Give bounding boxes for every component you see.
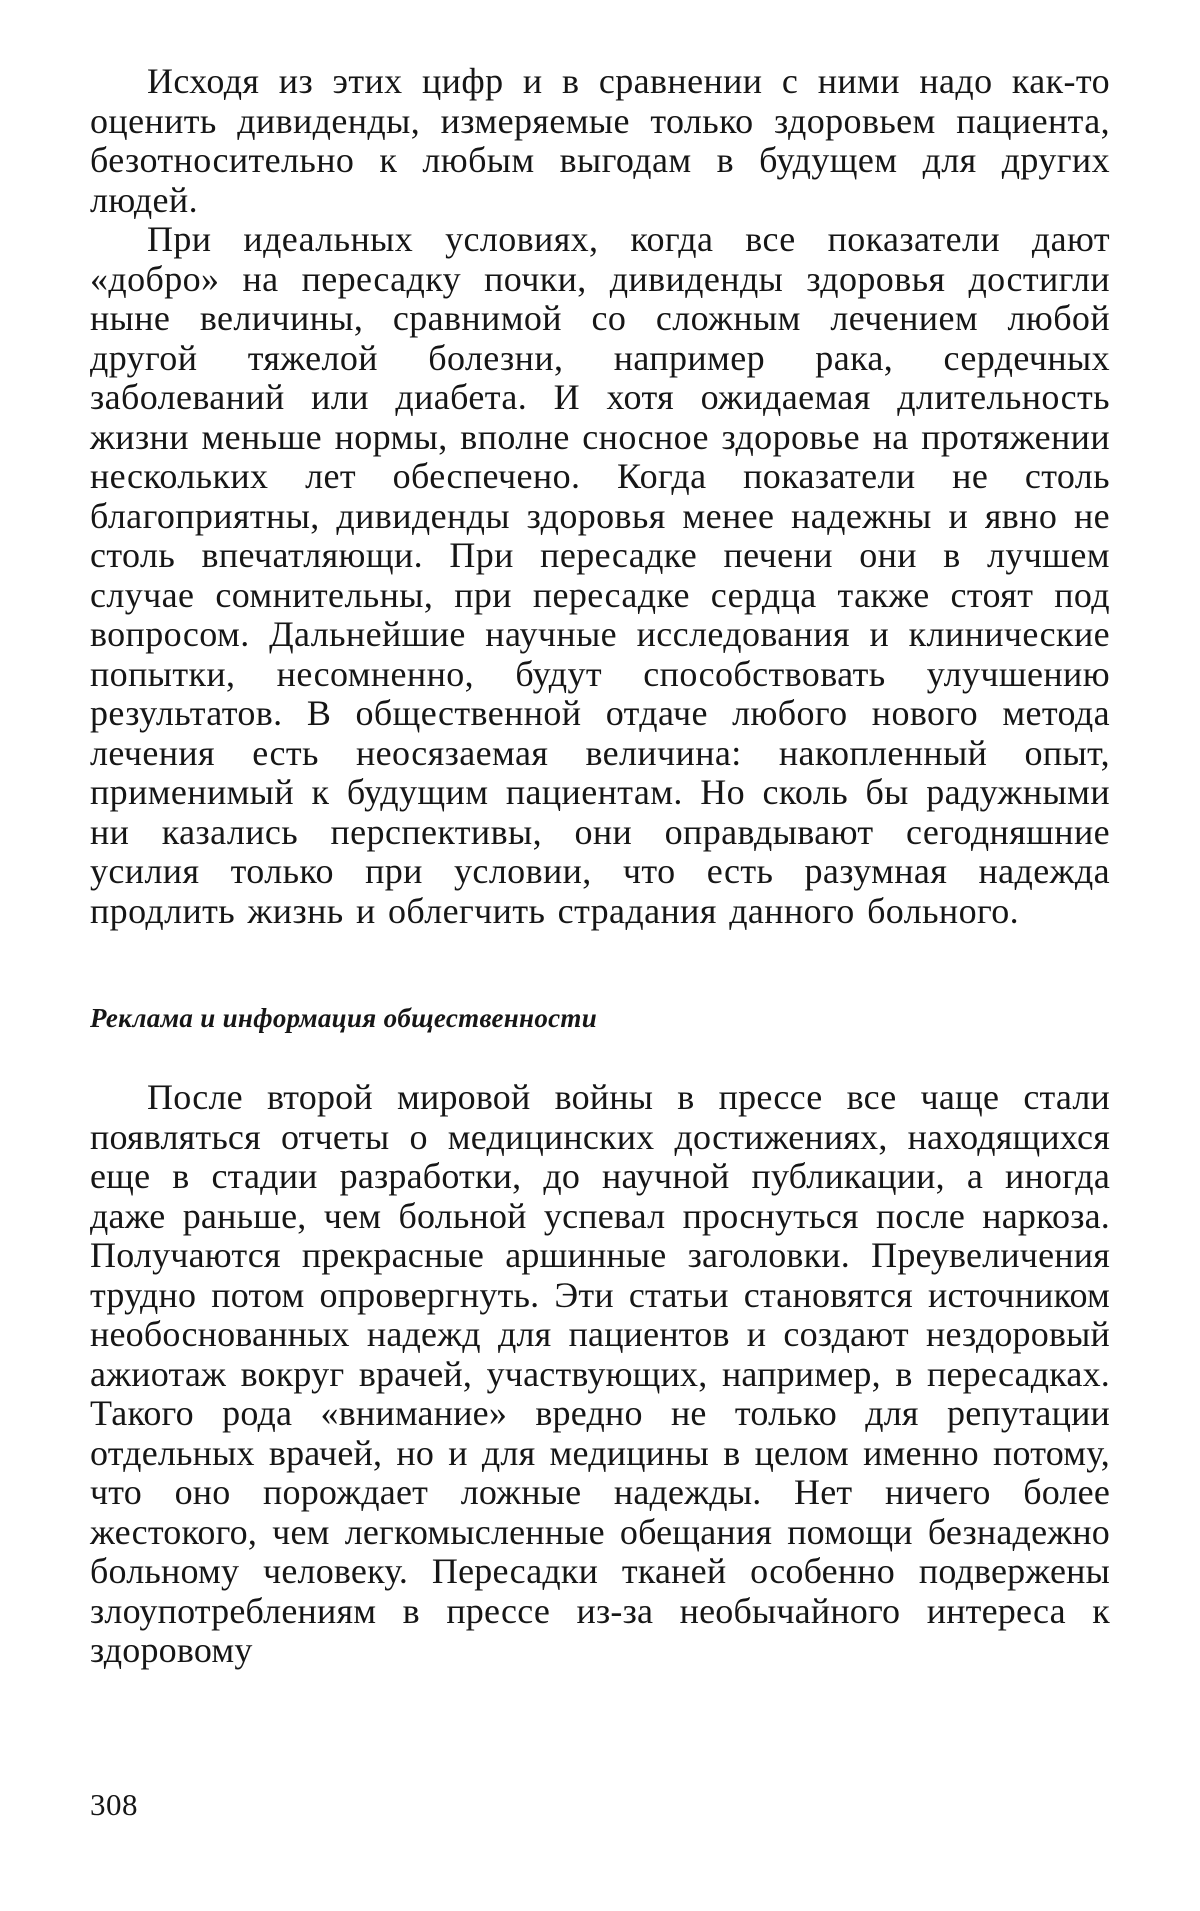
paragraph-kidney-transplant-dividends: При идеальных условиях, когда все показатели дают «добро» на пересадку почки, дивиденды здоровья достигли ныне величины, сравнимой со сложным лечением любой другой тяжелой болезни, например рака, сердечных заболеваний или диабета. И хотя ожидаемая длительность жизни меньше нормы, вполне сносное здоровье на протяжении нескольких лет обеспечено. Когда показатели не столь благоприятны, дивиденды здоровья менее надежны и явно не столь впечатляющи. При пересадке печени они в лучшем случае сомнительны, при пересадке сердца также стоят под вопросом. Дальнейшие научные исследования и клинические попытки, несомненно, будут способствовать улучшению результатов. В общественной отдаче любого нового метода лечения есть неосязаемая величина: накопленный опыт, применимый к будущим пациентам. Но сколь бы радужными ни казались перспективы, они оправдывают сегодняшние усилия только при условии, что есть разумная надежда продлить жизнь и облегчить страдания данного больного. xyxy=(90,219,1110,931)
book-page xyxy=(90,62,1110,1671)
page-number: 308 xyxy=(90,1787,138,1822)
section-heading: Реклама и информация общественности xyxy=(90,1003,598,1033)
paragraph-dividends-intro: Исходя из этих цифр и в сравнении с ними надо как-то оценить дивиденды, измеряемые только здоровьем пациента, безотносительно к любым выгодам в будущем для других людей. xyxy=(90,61,1110,220)
paragraph-press-reports: После второй мировой войны в прессе все чаще стали появляться отчеты о медицинских достижениях, находящихся еще в стадии разработки, до научной публикации, а иногда даже раньше, чем больной успевал проснуться после наркоза. Получаются прекрасные аршинные заголовки. Преувеличения трудно потом опровергнуть. Эти статьи становятся источником необоснованных надежд для пациентов и создают нездоровый ажиотаж вокруг врачей, участвующих, например, в пересадках. Такого рода «внимание» вредно не только для репутации отдельных врачей, но и для медицины в целом именно потому, что оно порождает ложные надежды. Нет ничего более жестокого, чем легкомысленные обещания помощи безнадежно больному человеку. Пересадки тканей особенно подвержены злоупотреблениям в прессе из-за необычайного интереса к здоровому xyxy=(90,1077,1110,1670)
